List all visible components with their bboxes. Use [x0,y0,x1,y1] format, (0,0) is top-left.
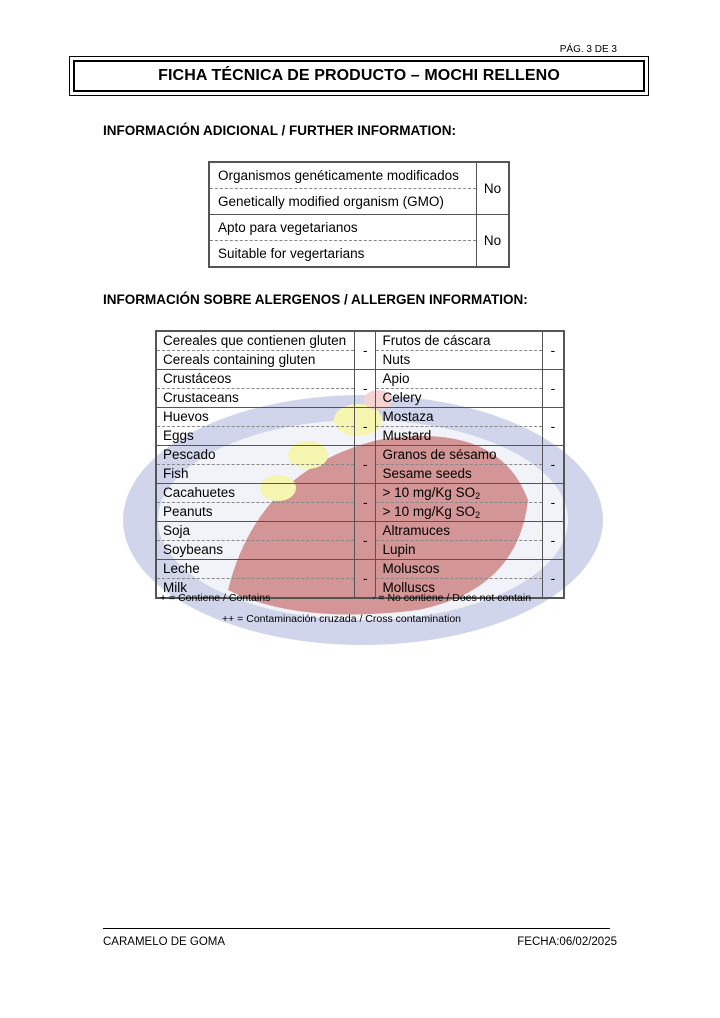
allergen-right-value: - [542,560,564,599]
table-row [156,446,564,484]
allergen-left-label [156,370,355,408]
gmo-value: No [483,181,502,196]
legend-contains: + = Contiene / Contains [160,592,271,604]
further-info-heading: INFORMACIÓN ADICIONAL / FURTHER INFORMATION: [103,123,456,138]
allergen-name-en: Fish [163,466,189,481]
subscript: 2 [475,491,481,501]
vegetarian-label-cell [209,215,477,268]
allergen-left-value: - [355,484,376,522]
page-number: PÁG. 3 DE 3 [559,44,617,55]
allergen-name-en: Milk [163,580,187,595]
allergen-right-value: - [542,446,564,484]
vegetarian-label-es: Apto para vegetarianos [210,215,476,241]
table-row [156,331,564,370]
allergen-name-en: Nuts [382,352,411,367]
table-row [156,370,564,408]
allergen-left-value: - [355,560,376,599]
allergen-left-label [156,331,355,370]
allergen-name-es: Leche [157,560,354,579]
footer-divider [103,928,610,929]
allergen-name-en: Mustard [382,428,432,443]
legend-not-contains: - = No contiene / Does not contain [372,592,532,604]
title-frame [69,56,649,96]
gmo-label-cell [209,162,477,215]
footer-date: FECHA:06/02/2025 [517,936,617,948]
allergen-name-en: Soybeans [163,542,224,557]
footer-product: CARAMELO DE GOMA [103,936,226,948]
allergen-left-value: - [355,370,376,408]
allergen-name-en: Eggs [163,428,194,443]
allergen-right-value: - [542,331,564,370]
table-row [156,408,564,446]
allergen-name-es: Huevos [157,408,354,427]
legend-cross-contamination: ++ = Contaminación cruzada / Cross contamination [222,613,462,625]
allergen-right-label [376,408,542,446]
allergen-right-value: - [542,522,564,560]
allergen-name-en: Sesame seeds [382,466,472,481]
allergen-right-label [376,484,542,522]
allergen-name-es: Pescado [157,446,354,465]
allergen-name-es: Apio [376,370,541,389]
sulphite-text: > 10 mg/Kg SO [382,504,476,519]
allergen-name-es: Cereales que contienen gluten [157,332,354,351]
allergen-name-en: Cereals containing gluten [163,352,316,367]
gmo-label-es: Organismos genéticamente modificados [210,163,476,189]
allergen-name-es: Granos de sésamo [376,446,541,465]
table-row [209,215,509,268]
allergen-name-es: Frutos de cáscara [376,332,541,351]
allergen-right-label [376,370,542,408]
table-row [156,484,564,522]
allergen-right-value: - [542,370,564,408]
subscript: 2 [475,510,481,520]
allergen-name-es: Mostaza [376,408,541,427]
allergen-left-value: - [355,331,376,370]
allergen-name-es: Moluscos [376,560,541,579]
title-inner-frame [73,60,645,92]
table-row [156,522,564,560]
allergen-name-en: Celery [382,390,422,405]
allergen-name-en: Peanuts [163,504,213,519]
allergen-name-en: Lupin [382,542,416,557]
allergen-right-label [376,446,542,484]
allergen-name-en [376,503,541,521]
allergen-left-label [156,484,355,522]
allergen-name-es [376,484,541,503]
allergen-table [155,330,565,599]
allergen-right-label [376,522,542,560]
allergen-right-value: - [542,408,564,446]
allergen-right-value: - [542,484,564,522]
document-title: FICHA TÉCNICA DE PRODUCTO – MOCHI RELLENO [158,67,560,84]
allergen-name-es: Cacahuetes [157,484,354,503]
vegetarian-value: No [477,215,510,268]
vegetarian-label-en: Suitable for vegertarians [218,246,365,261]
allergen-name-en: Molluscs [382,580,435,595]
allergen-left-value: - [355,446,376,484]
allergen-heading: INFORMACIÓN SOBRE ALERGENOS / ALLERGEN INFORMATION: [103,292,528,307]
allergen-name-es: Soja [157,522,354,541]
allergen-name-es: Altramuces [376,522,541,541]
table-row [209,162,509,215]
allergen-left-label [156,522,355,560]
allergen-left-value: - [355,408,376,446]
allergen-left-value: - [355,522,376,560]
allergen-left-label [156,408,355,446]
allergen-left-label [156,446,355,484]
gmo-label-en: Genetically modified organism (GMO) [218,194,444,209]
further-info-table [208,161,510,268]
allergen-name-en: Crustaceans [163,390,239,405]
allergen-right-label [376,331,542,370]
sulphite-text: > 10 mg/Kg SO [382,485,476,500]
allergen-name-es: Crustáceos [157,370,354,389]
